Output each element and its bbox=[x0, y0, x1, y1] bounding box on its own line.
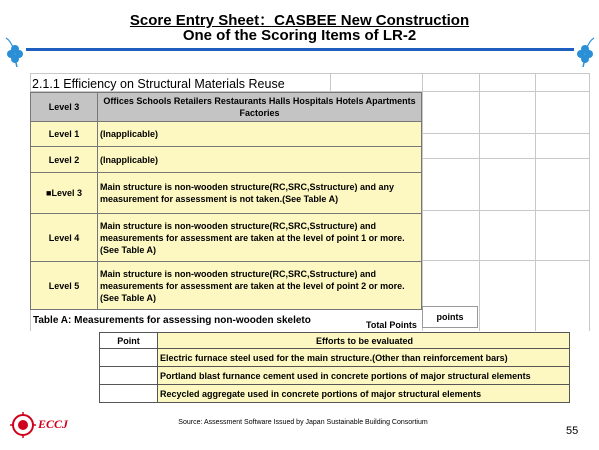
level-label: Level 5 bbox=[31, 262, 98, 310]
point-cell[interactable] bbox=[100, 385, 158, 403]
table-row-selected bbox=[31, 173, 422, 214]
source-note: Source: Assessment Software Issued by Japan Sustainable Building Consortium bbox=[178, 419, 428, 426]
level-description: Main structure is non-wooden structure(RC,SRC,Sstructure) and any measurement for assessment is not taken.(See Table A) bbox=[98, 173, 422, 214]
level-description: (Inapplicable) bbox=[98, 147, 422, 173]
point-cell[interactable] bbox=[100, 349, 158, 367]
table-row bbox=[31, 147, 422, 173]
table-row bbox=[31, 262, 422, 310]
table-row bbox=[31, 122, 422, 147]
building-types-header: Offices Schools Retailers Restaurants Halls Hospitals Hotels Apartments Factories bbox=[98, 93, 422, 122]
total-points-field[interactable]: points bbox=[422, 306, 478, 328]
level-table-header bbox=[31, 93, 422, 122]
point-cell[interactable] bbox=[100, 367, 158, 385]
level-label: Level 4 bbox=[31, 214, 98, 262]
sheet-heading: 2.1.1 Efficiency on Structural Materials Reuse bbox=[32, 77, 285, 91]
logo-text: ECCJ bbox=[38, 417, 69, 431]
level-header: Level 3 bbox=[31, 93, 98, 122]
level-label: Level 2 bbox=[31, 147, 98, 173]
slide-subtitle: One of the Scoring Items of LR-2 bbox=[182, 27, 417, 44]
clover-icon bbox=[2, 36, 28, 68]
level-label-selected: ■Level 3 bbox=[31, 173, 98, 214]
effort-cell: Recycled aggregate used in concrete portions of major structural elements bbox=[158, 385, 570, 403]
effort-cell: Electric furnace steel used for the main structure.(Other than reinforcement bars) bbox=[158, 349, 570, 367]
title-rule bbox=[26, 48, 574, 51]
table-row bbox=[100, 367, 570, 385]
table-a bbox=[99, 332, 570, 403]
level-label: Level 1 bbox=[31, 122, 98, 147]
clover-icon bbox=[572, 36, 598, 68]
effort-cell: Portland blast furnance cement used in concrete portions of major structural elements bbox=[158, 367, 570, 385]
table-a-header bbox=[100, 333, 570, 349]
score-entry-sheet bbox=[30, 73, 590, 333]
table-row bbox=[100, 385, 570, 403]
slide-title: Score Entry Sheet：CASBEE New Construction bbox=[129, 12, 470, 29]
point-header: Point bbox=[100, 333, 158, 349]
level-description: Main structure is non-wooden structure(RC,SRC,Sstructure) and measurements for assessment are taken at the level of point 1 or more.(See Table A) bbox=[98, 214, 422, 262]
efforts-header: Efforts to be evaluated bbox=[158, 333, 570, 349]
table-a-label: Table A: Measurements for assessing non-wooden skeleto bbox=[33, 315, 311, 326]
level-description: Main structure is non-wooden structure(RC,SRC,Sstructure) and measurements for assessment are taken at the level of point 2 or more.(See Table A) bbox=[98, 262, 422, 310]
page-number: 55 bbox=[566, 425, 579, 437]
level-description: (Inapplicable) bbox=[98, 122, 422, 147]
table-row bbox=[100, 349, 570, 367]
level-table bbox=[30, 92, 422, 310]
total-points-label: Total Points bbox=[366, 320, 417, 330]
table-row bbox=[31, 214, 422, 262]
